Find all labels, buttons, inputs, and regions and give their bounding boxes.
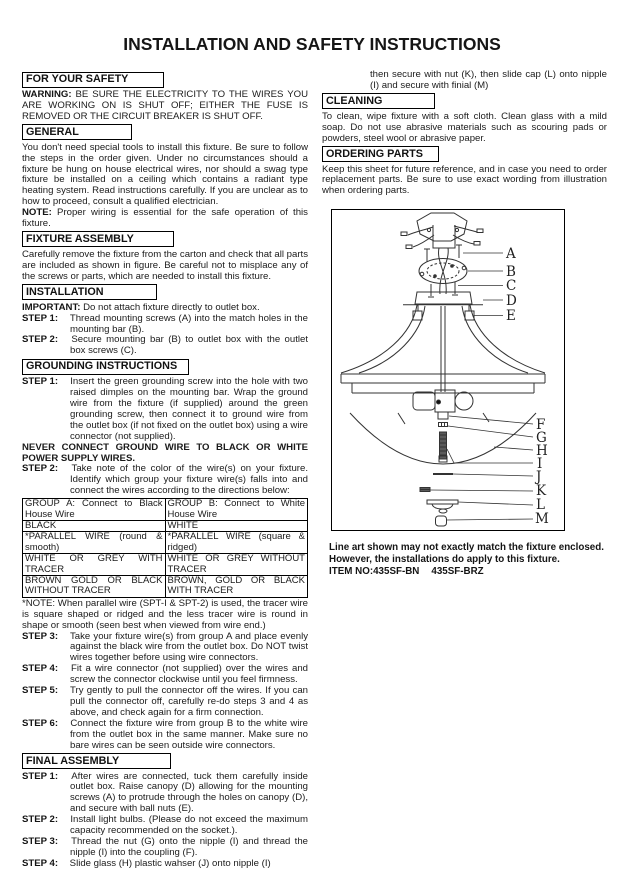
step-text: Thread the nut (G) onto the nipple (I) and thread the nipple (I) into the coupling (F). xyxy=(70,835,308,858)
final-step-4-continuation: then secure with nut (K), then slide cap (L) onto nipple (I) and secure with finial (M) xyxy=(370,69,607,91)
outlet-box-front xyxy=(433,225,455,248)
wire-end xyxy=(401,232,407,236)
table-cell: BROWN, GOLD OR BLACK WITH TRACER xyxy=(165,576,308,598)
table-cell: WHITE xyxy=(165,521,308,532)
item-number-brz: 435SF-BRZ xyxy=(431,566,484,578)
step-text: Slide glass (H) plastic wahser (J) onto nipple (I) xyxy=(69,857,271,869)
section-header-final-assembly: FINAL ASSEMBLY xyxy=(22,753,171,769)
general-paragraph: You don't need special tools to install this fixture. Be sure to follow the steps in the order given. Under no circumstances should a fixture be hung on house electrical wires, nor should a swag type fixture be installed on a ceiling which contains a radiant type heating system. Read instructions carefully. If you are unclear as to how to proceed, consult a qualified electrician. xyxy=(22,141,308,208)
wire-group-table xyxy=(22,498,308,598)
socket-cylinder xyxy=(413,392,435,410)
table-cell: WHITE OR GREY WITHOUT TRACER xyxy=(165,554,308,576)
diagram-label-e: E xyxy=(506,308,516,325)
wire-end xyxy=(474,242,480,246)
fixture-diagram xyxy=(332,210,563,529)
footer-line-2: However, the installations do apply to this fixture. xyxy=(329,554,560,566)
body-arm xyxy=(462,306,528,373)
warning-label: WARNING: xyxy=(22,89,72,100)
wire-end xyxy=(477,229,483,233)
fixture-wire xyxy=(440,248,448,294)
mounting-bar-dot xyxy=(451,265,454,268)
leader-k xyxy=(430,490,533,491)
parallel-wire-footnote: *NOTE: When parallel wire (SPT-I & SPT-2) is used, the tracer wire is square shaped or ridged and the less tracer wire is round in shape or smooth (seen best when viewed from wire end.) xyxy=(22,597,308,631)
step-text: Take note of the color of the wire(s) on your fixture. Identify which group your fixture wire(s) falls into and connect the wires according to the directions below: xyxy=(70,463,308,497)
section-header-cleaning: CLEANING xyxy=(322,93,435,109)
section-header-fixture-assembly: FIXTURE ASSEMBLY xyxy=(22,231,174,247)
diagram-label-a: A xyxy=(506,246,516,263)
grounding-step-5 xyxy=(22,686,308,719)
step-text: Try gently to pull the connector off the wires. If you can pull the connector off, carefully re-do steps 3 and 4 as above, and check again for a firm connection. xyxy=(70,685,308,718)
step-text: Take your fixture wire(s) from group A and place evenly against the black wire from the outlet box. Do NOT twist wires together before using wire connectors. xyxy=(70,630,308,664)
table-row xyxy=(23,532,308,554)
diagram-label-d: D xyxy=(506,293,517,310)
diagram-label-b: B xyxy=(506,264,516,281)
grounding-step-3 xyxy=(22,632,308,665)
outlet-box-screw-dot xyxy=(455,229,458,232)
fixture-assembly-paragraph: Carefully remove the fixture from the carton and check that all parts are included as shown in figure. Be careful not to misplace any of the screws or parts, which are needed to install this fixture. xyxy=(22,248,308,282)
step-text: Thread mounting screws (A) into the match holes in the mounting bar (B). xyxy=(69,312,308,335)
installation-step-2 xyxy=(22,335,308,357)
nut-g xyxy=(439,423,448,427)
warning-paragraph xyxy=(22,90,308,123)
step-label: STEP 3: xyxy=(22,835,59,847)
table-cell: BROWN GOLD OR BLACK WITHOUT TRACER xyxy=(23,576,166,598)
table-row xyxy=(23,576,308,598)
diagram-label-f: F xyxy=(536,417,546,434)
leader-g xyxy=(448,426,533,437)
diagram-label-k: K xyxy=(536,483,547,500)
step-label: STEP 1: xyxy=(22,376,59,388)
bowl-tick xyxy=(483,413,489,422)
never-connect-warning: NEVER CONNECT GROUND WIRE TO BLACK OR WHITE POWER SUPPLY WIRES. xyxy=(22,441,308,464)
coupling xyxy=(438,412,448,419)
socket-ball xyxy=(455,392,473,410)
cap xyxy=(432,504,453,509)
note-label: NOTE: xyxy=(22,207,52,219)
section-header-ordering-parts: ORDERING PARTS xyxy=(322,146,439,162)
socket-dot xyxy=(437,400,441,404)
warning-text: BE SURE THE ELECTRICITY TO THE WIRES YOU ARE WORKING ON IS SHUT OFF; EITHER THE FUSE IS REMOVED OR THE CIRCUIT BREAKER IS SHUT OFF. xyxy=(22,89,308,122)
section-header-grounding: GROUNDING INSTRUCTIONS xyxy=(22,359,189,375)
footer-line-1: Line art shown may not exactly match the fixture enclosed. xyxy=(329,542,604,554)
page-title: INSTALLATION AND SAFETY INSTRUCTIONS xyxy=(123,34,501,54)
table-row xyxy=(23,554,308,576)
step-label: STEP 1: xyxy=(22,770,59,782)
diagram-label-g: G xyxy=(536,430,547,447)
mounting-bar-hole xyxy=(462,266,466,270)
finial xyxy=(436,516,447,526)
leader-j xyxy=(453,474,533,476)
grounding-step-2 xyxy=(22,464,308,497)
mounting-bar-hole xyxy=(420,272,424,276)
diagram-labels xyxy=(505,246,549,527)
step-label: STEP 2: xyxy=(22,334,59,346)
final-step-3 xyxy=(22,837,308,859)
important-text: Do not attach fixture directly to outlet box. xyxy=(83,301,260,313)
step-text: Install light bulbs. (Please do not exceed the maximum capacity recommended on the socket.). xyxy=(70,814,308,837)
final-step-4 xyxy=(22,859,308,870)
leader-m xyxy=(447,519,533,520)
mounting-bar-dot xyxy=(434,275,437,278)
diagram-label-h: H xyxy=(536,443,548,460)
step-label: STEP 4: xyxy=(22,857,59,869)
step-text: Connect the fixture wire from group B to the white wire from the outlet box in the same manner. Make sure no bare wires can be seen outside wire connectors. xyxy=(70,717,308,751)
section-header-for-your-safety: FOR YOUR SAFETY xyxy=(22,72,164,88)
cleaning-paragraph: To clean, wipe fixture with a soft cloth. Clean glass with a mild soap. Do not use abrasive materials such as scouring pads or powders, steel wool or abrasive paper. xyxy=(322,110,607,144)
leader-l xyxy=(458,502,533,505)
supply-wire xyxy=(413,235,434,247)
step-label: STEP 1: xyxy=(22,312,59,324)
general-note xyxy=(22,208,308,230)
grounding-step-1 xyxy=(22,377,308,442)
canopy xyxy=(415,292,472,304)
supply-wire xyxy=(453,235,474,244)
cap xyxy=(427,500,458,504)
body-arm xyxy=(359,306,425,373)
table-cell: *PARALLEL WIRE (round & smooth) xyxy=(23,532,166,554)
table-cell-group-a-header: GROUP A: Connect to Black House Wire xyxy=(23,499,166,521)
step-label: STEP 2: xyxy=(22,463,59,475)
step-label: STEP 2: xyxy=(22,814,59,826)
leader-f xyxy=(449,416,533,424)
final-step-1 xyxy=(22,772,308,816)
diagram-label-l: L xyxy=(536,497,545,514)
leader-h xyxy=(494,447,533,450)
step-text: Insert the green grounding screw into the hole with two raised dimples on the mounting bar. Wrap the ground wire from the fixture (if supplied) around the green grounding screw, then connect it to ground wire from the outlet box (if not fixed on the outlet box) using a wire connector (not supplied). xyxy=(70,376,308,442)
diagram-label-m: M xyxy=(535,511,549,528)
table-row xyxy=(23,521,308,532)
grounding-step-6 xyxy=(22,719,308,752)
left-column xyxy=(22,70,308,870)
fixture-diagram-frame xyxy=(331,209,565,531)
important-label: IMPORTANT: xyxy=(22,301,81,313)
table-cell: WHITE OR GREY WITH TRACER xyxy=(23,554,166,576)
step-text: After wires are connected, tuck them carefully inside outlet box. Raise canopy (D) allowing for the mounting screws (A) to protrude through the holes on canopy (D), and secure with ball nuts (E). xyxy=(70,770,308,815)
table-cell: BLACK xyxy=(23,521,166,532)
diagram-label-c: C xyxy=(506,278,517,295)
step-label: STEP 6: xyxy=(22,717,59,729)
diagram-label-i: I xyxy=(537,456,543,473)
cap-nub xyxy=(439,509,447,513)
final-step-2 xyxy=(22,815,308,837)
right-column xyxy=(322,70,607,578)
item-number-label: ITEM NO: xyxy=(329,566,374,578)
table-row xyxy=(23,499,308,521)
footer-note xyxy=(329,542,607,578)
table-cell: *PARALLEL WIRE (square & ridged) xyxy=(165,532,308,554)
body-arm xyxy=(341,305,417,373)
note-text: Proper wiring is essential for the safe operation of this fixture. xyxy=(22,207,308,230)
installation-step-1 xyxy=(22,314,308,336)
section-header-general: GENERAL xyxy=(22,124,132,140)
step-label: STEP 3: xyxy=(22,630,59,642)
step-label: STEP 5: xyxy=(22,685,59,697)
item-number-bn: 435SF-BN xyxy=(373,566,420,578)
step-label: STEP 4: xyxy=(22,663,59,675)
step-text: Fit a wire connector (not supplied) over the wires and screw the connector clockwise until you feel firmness. xyxy=(70,663,309,686)
wire-end xyxy=(406,245,412,249)
diagram-label-j: J xyxy=(536,469,542,486)
bowl-tick xyxy=(398,413,405,424)
ordering-paragraph: Keep this sheet for future reference, and in case you need to order replacement parts. Be sure to use exact wording from illustration when ordering parts. xyxy=(322,163,607,197)
section-header-installation: INSTALLATION xyxy=(22,284,157,300)
grounding-step-4 xyxy=(22,664,308,686)
step-text: Secure mounting bar (B) to outlet box with the outlet box screws (C). xyxy=(70,334,309,357)
table-cell-group-b-header: GROUP B: Connect to White House Wire xyxy=(165,499,308,521)
